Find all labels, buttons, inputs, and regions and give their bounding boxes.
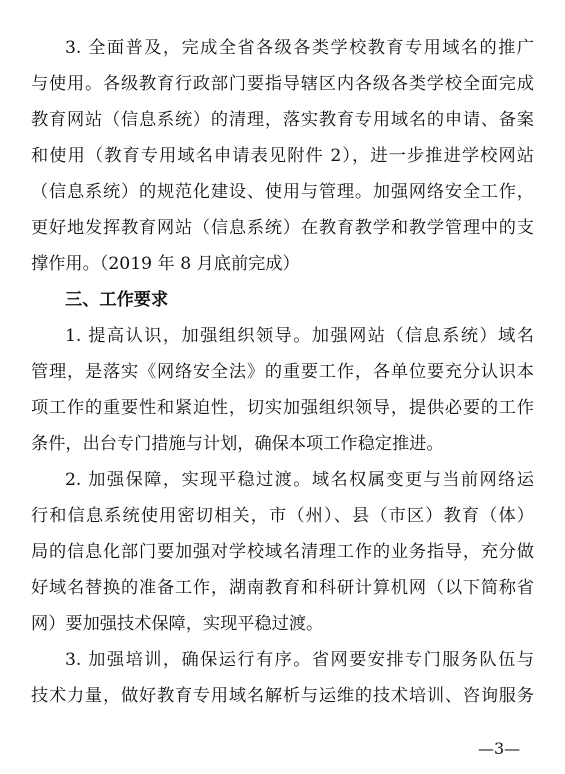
paragraph-line: 好域名替换的准备工作，湖南教育和科研计算机网（以下简称省 — [31, 578, 534, 598]
paragraph-line: 项工作的重要性和紧迫性，切实加强组织领导，提供必要的工作 — [31, 398, 534, 418]
paragraph-line: 3. 全面普及，完成全省各级各类学校教育专用域名的推广 — [65, 38, 534, 58]
paragraph-line: 局的信息化部门要加强对学校域名清理工作的业务指导，充分做 — [31, 542, 534, 562]
page-number: —3— — [478, 739, 521, 758]
paragraph-line: 2. 加强保障，实现平稳过渡。域名权属变更与当前网络运 — [65, 470, 534, 490]
paragraph-line: 3. 加强培训，确保运行有序。省网要安排专门服务队伍与 — [65, 650, 534, 670]
paragraph-line: （信息系统）的规范化建设、使用与管理。加强网络安全工作， — [31, 182, 534, 202]
paragraph-line: 和使用（教育专用域名申请表见附件 2），进一步推进学校网站 — [31, 146, 534, 166]
paragraph-line: 与使用。各级教育行政部门要指导辖区内各级各类学校全面完成 — [31, 74, 534, 94]
paragraph-line: 网）要加强技术保障，实现平稳过渡。 — [31, 614, 324, 634]
paragraph-line: 技术力量，做好教育专用域名解析与运维的技术培训、咨询服务 — [31, 686, 534, 706]
paragraph-line: 行和信息系统使用密切相关，市（州）、县（市区）教育（体） — [31, 506, 534, 526]
paragraph-line: 教育网站（信息系统）的清理，落实教育专用域名的申请、备案 — [31, 110, 534, 130]
paragraph-line: 条件，出台专门措施与计划，确保本项工作稳定推进。 — [31, 434, 444, 454]
section-heading: 三、工作要求 — [65, 290, 169, 310]
paragraph-line: 撑作用。（2019 年 8 月底前完成） — [31, 254, 300, 274]
paragraph-line: 管理，是落实《网络安全法》的重要工作，各单位要充分认识本 — [31, 362, 534, 382]
paragraph-line: 更好地发挥教育网站（信息系统）在教育教学和教学管理中的支 — [31, 218, 534, 238]
paragraph-line: 1. 提高认识，加强组织领导。加强网站（信息系统）域名 — [65, 326, 534, 346]
